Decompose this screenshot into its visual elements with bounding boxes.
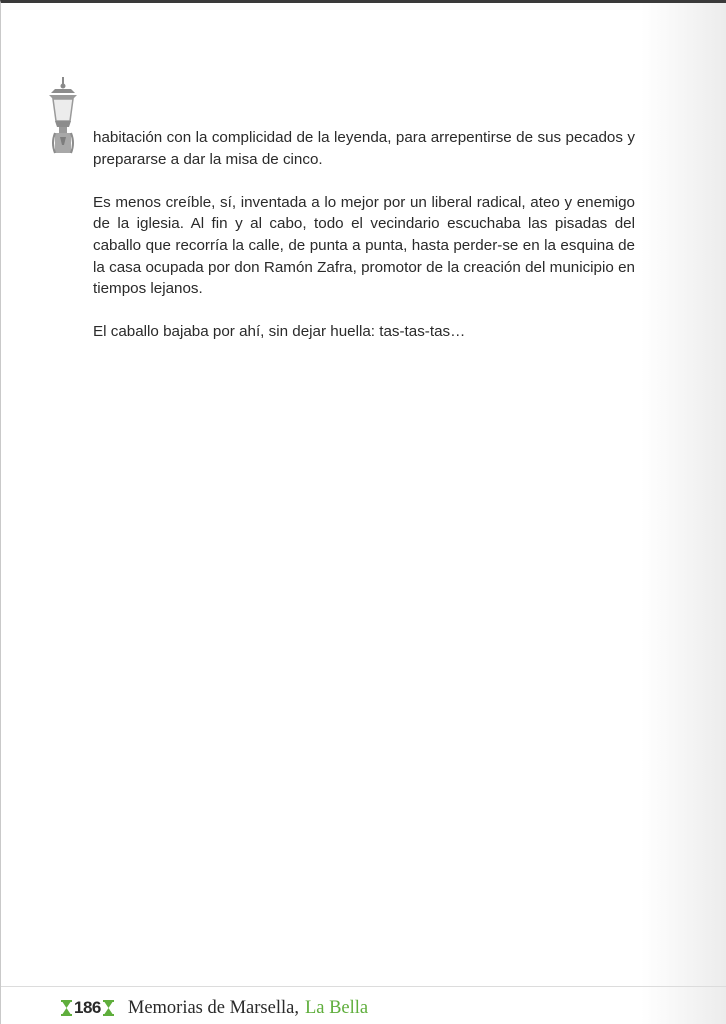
footer-divider (1, 986, 726, 987)
book-subtitle: La Bella (304, 997, 369, 1018)
hourglass-icon (61, 1000, 72, 1016)
paragraph: Es menos creíble, sí, inventada a lo mejor por un liberal radical, ateo y enemigo de la iglesia. Al fin y al cabo, todo el vecindario escuchaba las pisadas del caballo que recorría la calle, de punta a punta, hasta perder-se en la esquina de la casa ocupada por don Ramón Zafra, promotor de la creación del municipio en tiempos lejanos. (93, 193, 635, 298)
hourglass-icon (103, 1000, 114, 1016)
paragraph: habitación con la complicidad de la leyenda, para arrepentirse de sus pecados y prepararse a dar la misa de cinco. (93, 129, 635, 168)
page-footer (61, 995, 368, 1021)
street-lamp-icon (45, 77, 81, 157)
page-number: 186 (74, 998, 101, 1017)
book-title: Memorias de Marsella, (127, 997, 299, 1018)
body-text (93, 127, 635, 365)
paragraph: El caballo bajaba por ahí, sin dejar huella: tas-tas-tas… (93, 323, 466, 341)
